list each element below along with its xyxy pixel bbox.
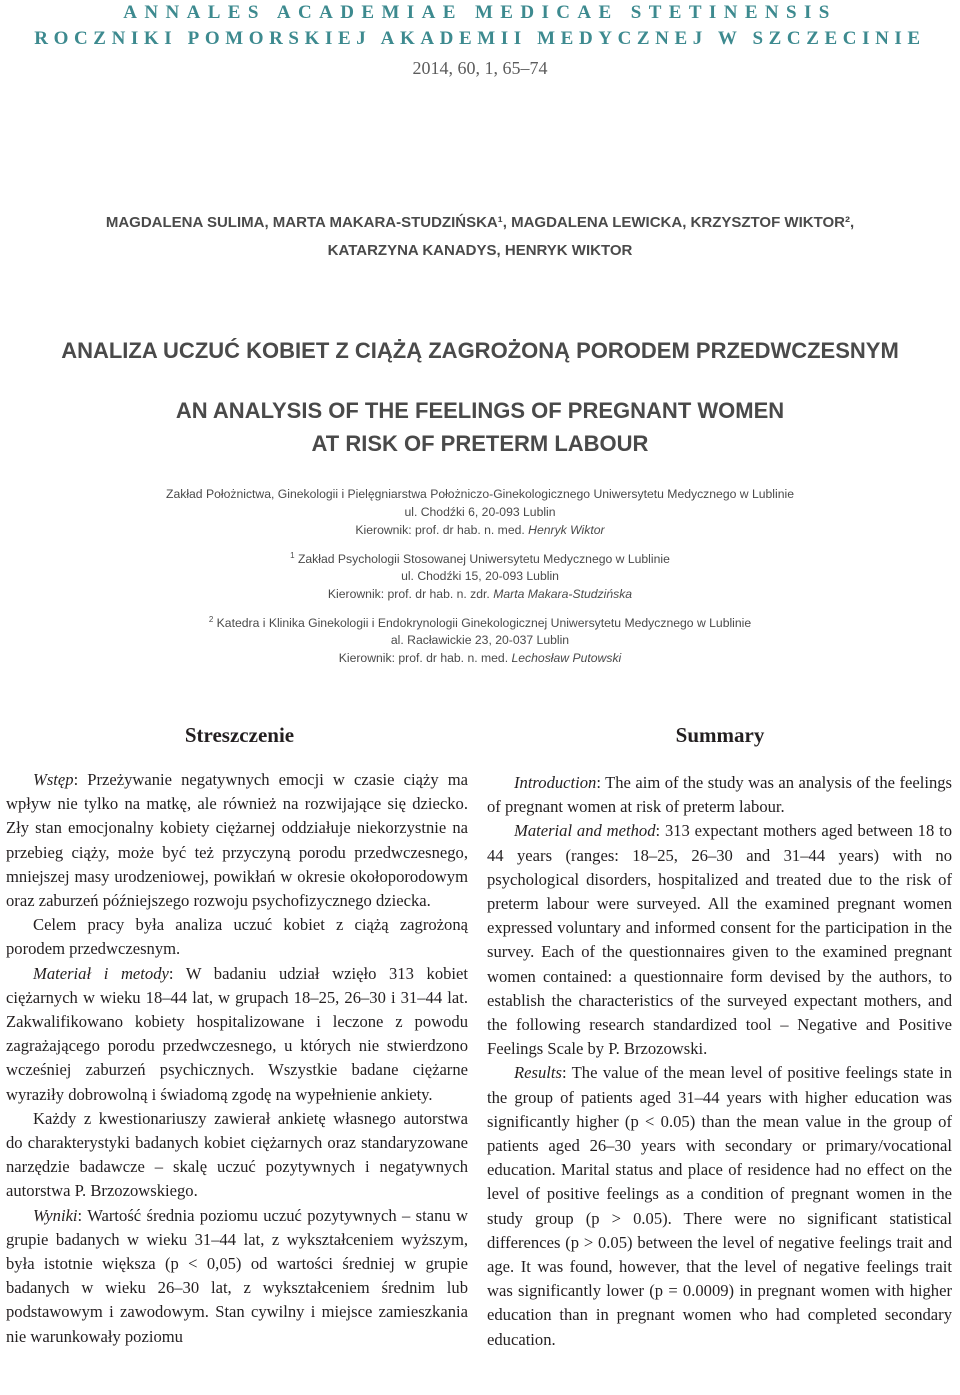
affiliation-0-line-1: Zakład Położnictwa, Ginekologii i Pielęgniarstwa Położniczo-Ginekologicznego Uniwersytetu Medycznego w Lublinie — [166, 487, 794, 501]
affiliation-2-name: Katedra i Klinika Ginekologii i Endokrynologii Ginekologicznej Uniwersytetu Medycznego w Lublinie — [216, 616, 752, 630]
summary-heading: Summary — [675, 723, 765, 747]
streszczenie-paragraph-wyniki — [6, 1204, 468, 1349]
summary-paragraph-results — [487, 1061, 952, 1351]
affiliation-2-number: 2 — [208, 615, 214, 624]
streszczenie-paragraph-metody — [6, 962, 468, 1107]
summary-label-introduction: Introduction — [514, 773, 597, 792]
streszczenie-label-metody: Materiał i metody — [33, 963, 169, 983]
affiliation-1-number: 1 — [290, 551, 295, 560]
title-polish: ANALIZA UCZUĆ KOBIET Z CIĄŻĄ ZAGROŻONĄ PORODEM PRZEDWCZESNYM — [61, 338, 899, 363]
affiliation-2-line-1 — [0, 615, 960, 630]
summary-paragraph-method — [487, 819, 952, 1061]
summary-text-introduction: : The aim of the study was an analysis of the feelings of pregnant women at risk of preterm labour. — [487, 773, 952, 817]
affiliation-2-head-prefix: Kierownik: prof. dr hab. n. med. — [338, 651, 509, 665]
streszczenie-text-wstep: : Przeżywanie negatywnych emocji w czasie ciąży ma wpływ nie tylko na matkę, ale również na rozwijające się dziecko. Zły stan emocjonalny kobiety ciężarnej oddziałuje niekorzystnie na przebieg ciąży, może być też przyczyną porodu przedwczesnego, mniejszej masy urodzeniowej, powikłań w okresie okołoporodowym oraz zaburzeń późniejszego rozwoju psychofizycznego dziecka. — [6, 770, 468, 911]
summary-label-method: Material and method — [514, 821, 656, 841]
streszczenie-text-wyniki: : Wartość średnia poziomu uczuć pozytywnych – stanu w grupie badanych w wieku 31–44 lat, z wykształceniem wyższym, była istotnie większa (p < 0,05) od wartości średniej w grupie badanych w wieku 26–30 lat, z wykształceniem średnim lub podstawowym i zawodowym. Stan cywilny i miejsce zamieszkania nie warunkowały poziomu — [6, 1205, 468, 1346]
summary-text-method: : 313 expectant mothers aged between 18 to 44 years (ranges: 18–25, 26–30 and 31–44 years) with no psychological disorders, hospitalized and treated due to the risk of preterm labour were surveyed. All the examined pregnant women expressed voluntary and informed consent for the participation in the survey. Each of the questionnaires given to the examined pregnant women contained: a questionnaire form devised by the authors, to establish the characteristics of the surveyed expectant mothers, and the following research standardized tool – Negative and Positive Feelings Scale by P. Brzozowski. — [487, 821, 953, 1059]
affiliation-1-name: Zakład Psychologii Stosowanej Uniwersytetu Medycznego w Lublinie — [297, 552, 670, 566]
streszczenie-paragraph-wstep — [6, 768, 468, 913]
streszczenie-label-wyniki: Wyniki — [33, 1205, 78, 1225]
affiliation-1-head — [0, 587, 960, 601]
summary-body — [487, 771, 952, 1352]
affiliation-0-line-2: ul. Chodźki 6, 20-093 Lublin — [404, 505, 556, 519]
streszczenie-text-metody: : W badaniu udział wzięło 313 kobiet ciężarnych w wieku 18–44 lat, w grupach 18–25, 26–30 i 31–44 lat. Zakwalifikowano kobiety hospitalizowane i leczone z powodu zagrażającego porodu przedwczesnego, u których nie stwierdzono wcześniej zaburzeń psychicznych. Wszystkie badane ciężarne wyraziły dobrowolną i świadomą zgodę na wypełnienie ankiety. — [6, 963, 469, 1104]
citation: 2014, 60, 1, 65–74 — [412, 58, 548, 78]
authors-line-2: KATARZYNA KANADYS, HENRYK WIKTOR — [327, 242, 633, 259]
affiliation-0-head — [0, 523, 960, 537]
streszczenie-paragraph-kwestionariusz: Każdy z kwestionariuszy zawierał ankietę własnego autorstwa do charakterystyki badanych kobiet ciężarnych oraz standaryzowane narzędzie badawcze – skalę uczuć pozytywnych i negatywnych autorstwa P. Brzozowskiego. — [6, 1108, 468, 1201]
affiliation-1-line-2: ul. Chodźki 15, 20-093 Lublin — [401, 569, 559, 583]
streszczenie-heading: Streszczenie — [184, 723, 295, 747]
title-english-line-1: AN ANALYSIS OF THE FEELINGS OF PREGNANT WOMEN — [175, 398, 785, 423]
journal-name-polish: ROCZNIKI POMORSKIEJ AKADEMII MEDYCZNEJ W SZCZECINIE — [34, 28, 926, 49]
journal-name-latin: ANNALES ACADEMIAE MEDICAE STETINENSIS — [123, 2, 837, 23]
streszczenie-label-wstep: Wstęp — [33, 770, 74, 789]
affiliation-1-head-name: Marta Makara-Studzińska — [493, 587, 633, 601]
summary-text-results: : The value of the mean level of positive feelings state in the group of patients aged 31–44 years with higher education was significantly higher (p < 0.05) than the mean value in the group of patients aged 26–30 years with secondary or primary/vocational education. Marital status and place of residence had no effect on the level of positive feelings as a condition of pregnant women in the study group (p > 0.05). There were no significant statistical differences (p > 0.05) between the level of negative feelings trait and age. It was found, however, that the level of negative feelings trait was significantly lower (p = 0.0009) in pregnant women with higher education than in pregnant women who had completed secondary education. — [487, 1063, 952, 1349]
authors-line-1: MAGDALENA SULIMA, MARTA MAKARA-STUDZIŃSKA¹, MAGDALENA LEWICKA, KRZYSZTOF WIKTOR², — [105, 214, 855, 231]
streszczenie-paragraph-cel: Celem pracy była analiza uczuć kobiet z ciążą zagrożoną porodem przedwczesnym. — [6, 915, 468, 959]
affiliation-0-head-prefix: Kierownik: prof. dr hab. n. med. — [355, 523, 525, 537]
affiliation-2-head-name: Lechosław Putowski — [511, 651, 622, 665]
affiliation-2-line-2: al. Racławickie 23, 20-037 Lublin — [390, 633, 570, 647]
affiliation-1-line-1 — [0, 551, 960, 566]
affiliation-0-head-name: Henryk Wiktor — [528, 523, 605, 537]
summary-label-results: Results — [514, 1063, 562, 1083]
title-english-line-2: AT RISK OF PRETERM LABOUR — [311, 431, 649, 456]
affiliation-2-head — [0, 651, 960, 665]
summary-paragraph-introduction — [487, 771, 952, 819]
streszczenie-body — [6, 768, 468, 1349]
affiliation-1-head-prefix: Kierownik: prof. dr hab. n. zdr. — [327, 587, 490, 601]
